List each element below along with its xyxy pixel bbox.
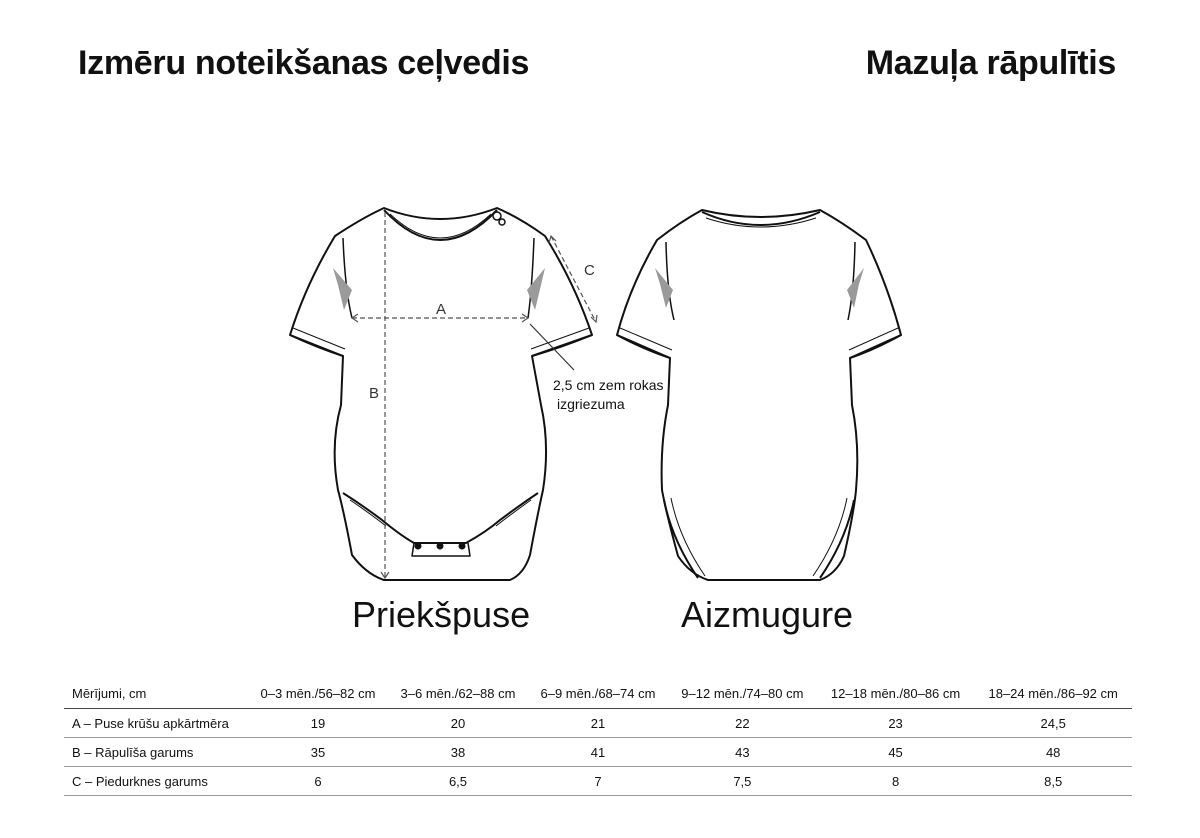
note-line-1: 2,5 cm zem rokas	[553, 377, 664, 393]
product-name: Mazuļa rāpulītis	[865, 44, 1116, 82]
table-cell: 38	[388, 738, 528, 767]
snap-icon	[437, 543, 444, 550]
table-cell: 19	[248, 709, 388, 738]
back-caption: Aizmugure	[681, 594, 854, 635]
table-cell: 45	[817, 738, 975, 767]
table-cell: 43	[668, 738, 817, 767]
page-title: Izmēru noteikšanas ceļvedis	[78, 44, 530, 82]
table-header: 0–3 mēn./56–82 cm	[248, 678, 388, 709]
table-cell: 48	[974, 738, 1132, 767]
table-header: Mērījumi, cm	[64, 678, 248, 709]
front-caption: Priekšpuse	[352, 594, 531, 635]
table-header: 3–6 mēn./62–88 cm	[388, 678, 528, 709]
note-line-2: izgriezuma	[557, 396, 625, 412]
table-cell: 22	[668, 709, 817, 738]
table-cell: 6	[248, 767, 388, 796]
table-header-row	[64, 678, 1132, 709]
table-cell: C – Piedurknes garums	[64, 767, 248, 796]
table-header: 12–18 mēn./80–86 cm	[817, 678, 975, 709]
measurement-c-label: C	[584, 262, 595, 279]
table-header: 18–24 mēn./86–92 cm	[974, 678, 1132, 709]
table-row	[64, 709, 1132, 738]
table-cell: 35	[248, 738, 388, 767]
table-cell: B – Rāpulīša garums	[64, 738, 248, 767]
snap-icon	[459, 543, 466, 550]
table-header: 6–9 mēn./68–74 cm	[528, 678, 668, 709]
measurement-b-label: B	[369, 385, 380, 402]
table-cell: 41	[528, 738, 668, 767]
table-row	[64, 738, 1132, 767]
table-row	[64, 767, 1132, 796]
underarm-note	[553, 376, 663, 414]
table-cell: 7	[528, 767, 668, 796]
table-cell: 21	[528, 709, 668, 738]
measurement-a-label: A	[436, 301, 447, 318]
table-cell: 23	[817, 709, 975, 738]
table-cell: 8,5	[974, 767, 1132, 796]
table-cell: 20	[388, 709, 528, 738]
table-cell: 24,5	[974, 709, 1132, 738]
front-bodysuit-drawing	[290, 208, 592, 580]
size-table	[64, 678, 1132, 796]
table-header: 9–12 mēn./74–80 cm	[668, 678, 817, 709]
table-cell: 7,5	[668, 767, 817, 796]
table-cell: A – Puse krūšu apkārtmēra	[64, 709, 248, 738]
snap-icon	[415, 543, 422, 550]
table-cell: 8	[817, 767, 975, 796]
table-cell: 6,5	[388, 767, 528, 796]
